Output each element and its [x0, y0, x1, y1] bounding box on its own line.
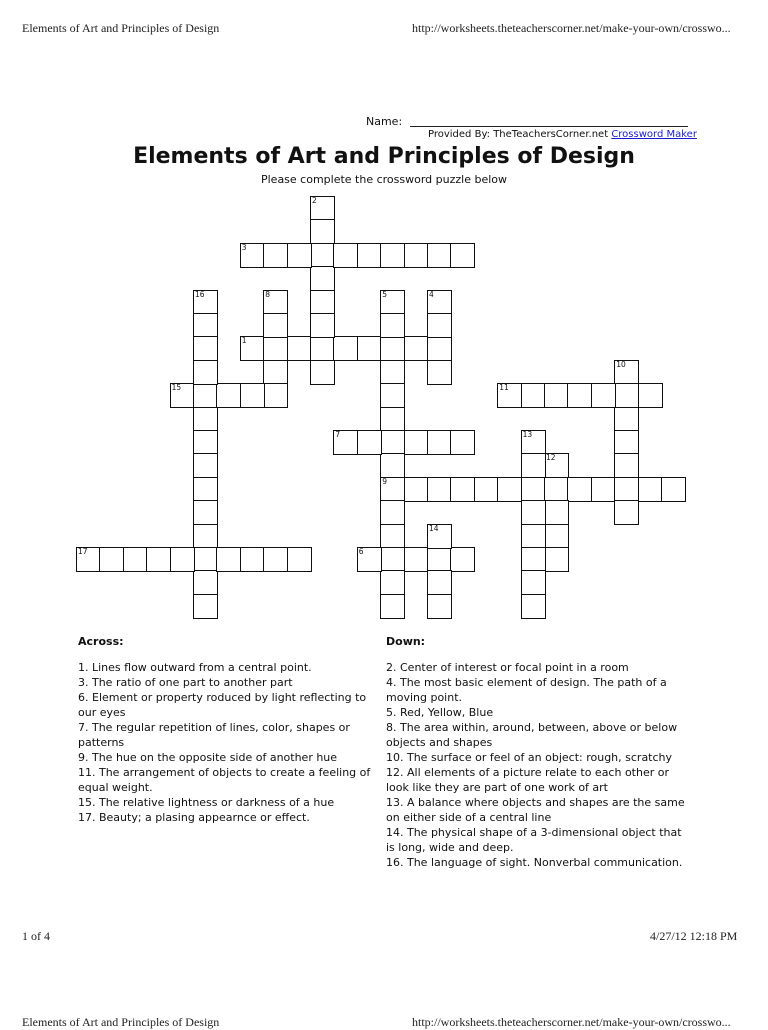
crossword-cell[interactable] — [404, 336, 429, 361]
crossword-cell[interactable] — [450, 430, 475, 455]
crossword-cell[interactable] — [544, 524, 569, 549]
clue-number: 7 — [335, 430, 341, 439]
crossword-cell[interactable] — [240, 547, 265, 572]
crossword-cell[interactable] — [474, 477, 499, 502]
crossword-cell[interactable] — [450, 477, 475, 502]
down-clue: 13. A balance where objects and shapes are the same on either side of a central line — [386, 796, 685, 824]
clue-number: 11 — [499, 383, 509, 393]
crossword-cell[interactable] — [193, 383, 218, 408]
down-clue: 8. The area within, around, between, above or below objects and shapes — [386, 721, 678, 749]
crossword-cell[interactable] — [170, 547, 195, 572]
crossword-cell[interactable] — [240, 336, 265, 361]
crossword-maker-link[interactable]: Crossword Maker — [611, 129, 697, 140]
crossword-cell[interactable] — [567, 477, 592, 502]
crossword-cell[interactable] — [497, 477, 522, 502]
crossword-cell[interactable] — [544, 383, 569, 408]
crossword-cell[interactable] — [521, 500, 546, 525]
crossword-cell[interactable] — [638, 477, 663, 502]
clue-number: 4 — [429, 289, 434, 299]
crossword-cell[interactable] — [287, 547, 312, 572]
provider-name: TheTeachersCorner.net — [493, 129, 609, 140]
crossword-cell[interactable] — [263, 336, 288, 361]
crossword-cell[interactable] — [193, 360, 218, 385]
across-clue: 3. The ratio of one part to another part — [78, 676, 293, 689]
crossword-cell[interactable] — [193, 570, 218, 595]
name-label: Name: — [366, 115, 403, 128]
clue-number: 5 — [382, 289, 387, 299]
crossword-cell[interactable] — [380, 383, 405, 408]
crossword-cell[interactable] — [380, 453, 405, 478]
down-clue: 16. The language of sight. Nonverbal communication. — [386, 856, 683, 869]
crossword-cell[interactable] — [427, 570, 452, 595]
crossword-cell[interactable] — [380, 243, 405, 268]
crossword-cell[interactable] — [544, 453, 569, 478]
crossword-cell[interactable] — [193, 336, 218, 361]
crossword-cell[interactable] — [99, 547, 124, 572]
next-page-header-url: http://worksheets.theteacherscorner.net/make-your-own/crosswo... — [412, 1015, 731, 1029]
crossword-cell[interactable] — [404, 243, 429, 268]
across-clue-list — [78, 660, 380, 825]
crossword-cell[interactable] — [427, 290, 452, 315]
crossword-cell[interactable] — [427, 360, 452, 385]
crossword-cell[interactable] — [544, 500, 569, 525]
crossword-cell[interactable] — [357, 547, 382, 572]
crossword-cell[interactable] — [287, 336, 312, 361]
across-clue: 9. The hue on the opposite side of another hue — [78, 751, 338, 764]
crossword-cell[interactable] — [357, 243, 382, 268]
clue-number: 17 — [78, 547, 88, 556]
puzzle-subtitle: Please complete the crossword puzzle below — [260, 173, 508, 186]
down-clue: 10. The surface or feel of an object: rough, scratchy — [386, 751, 673, 764]
crossword-cell[interactable] — [193, 477, 218, 502]
crossword-cell[interactable] — [521, 594, 546, 619]
crossword-cell[interactable] — [380, 524, 405, 549]
crossword-cell[interactable] — [193, 290, 218, 315]
clue-number: 14 — [429, 523, 439, 533]
crossword-cell[interactable] — [240, 243, 265, 268]
across-heading: Across: — [78, 635, 124, 648]
clue-number: 16 — [195, 289, 205, 299]
across-clue: 6. Element or property roduced by light reflecting to our eyes — [78, 691, 367, 719]
crossword-cell[interactable] — [310, 336, 335, 361]
crossword-cell[interactable] — [544, 547, 569, 572]
crossword-cell[interactable] — [240, 383, 265, 408]
crossword-cell[interactable] — [521, 524, 546, 549]
crossword-cell[interactable] — [614, 453, 639, 478]
crossword-cell[interactable] — [310, 290, 335, 315]
across-clue: 17. Beauty; a plasing appearnce or effect. — [78, 811, 310, 824]
crossword-cell[interactable] — [497, 383, 522, 408]
crossword-cell[interactable] — [310, 266, 335, 291]
crossword-cell[interactable] — [193, 430, 218, 455]
crossword-cell[interactable] — [170, 383, 195, 408]
footer-datetime: 4/27/12 12:18 PM — [650, 929, 738, 943]
crossword-cell[interactable] — [614, 407, 639, 432]
crossword-cell[interactable] — [450, 243, 475, 268]
crossword-cell[interactable] — [380, 360, 405, 385]
crossword-cell[interactable] — [216, 547, 241, 572]
crossword-cell[interactable] — [544, 477, 569, 502]
down-clue-list — [386, 660, 688, 870]
crossword-cell[interactable] — [263, 547, 288, 572]
crossword-cell[interactable] — [263, 243, 288, 268]
crossword-cell[interactable] — [450, 547, 475, 572]
across-clue: 7. The regular repetition of lines, color, shapes or patterns — [78, 721, 350, 749]
clue-number: 6 — [358, 547, 364, 556]
clue-number: 15 — [171, 383, 182, 393]
down-heading: Down: — [386, 635, 426, 648]
crossword-cell[interactable] — [380, 500, 405, 525]
crossword-cell[interactable] — [193, 524, 218, 549]
crossword-cell[interactable] — [614, 477, 639, 502]
crossword-cell[interactable] — [380, 430, 405, 455]
crossword-cell[interactable] — [193, 594, 218, 619]
crossword-cell[interactable] — [427, 477, 452, 502]
crossword-cell[interactable] — [310, 196, 335, 221]
crossword-cell[interactable] — [614, 383, 639, 408]
crossword-cell[interactable] — [638, 383, 663, 408]
clue-number: 2 — [312, 196, 317, 205]
across-clue: 1. Lines flow outward from a central point. — [78, 661, 312, 674]
crossword-cell[interactable] — [521, 570, 546, 595]
crossword-cell[interactable] — [427, 547, 452, 572]
clue-number: 12 — [546, 453, 556, 463]
footer-page: 1 of 4 — [22, 929, 50, 943]
crossword-cell[interactable] — [216, 383, 241, 408]
crossword-cell[interactable] — [380, 407, 405, 432]
down-clue: 5. Red, Yellow, Blue — [386, 706, 494, 719]
crossword-cell[interactable] — [427, 430, 452, 455]
crossword-cell[interactable] — [193, 547, 218, 572]
crossword-cell[interactable] — [193, 500, 218, 525]
crossword-cell[interactable] — [357, 336, 382, 361]
crossword-cell[interactable] — [427, 243, 452, 268]
crossword-cell[interactable] — [380, 594, 405, 619]
crossword-cell[interactable] — [310, 243, 335, 268]
crossword-cell[interactable] — [123, 547, 148, 572]
crossword-cell[interactable] — [427, 594, 452, 619]
crossword-cell[interactable] — [521, 383, 546, 408]
crossword-cell[interactable] — [614, 360, 639, 385]
crossword-cell[interactable] — [310, 219, 335, 244]
crossword-cell[interactable] — [661, 477, 686, 502]
across-clue: 11. The arrangement of objects to create a feeling of equal weight. — [78, 766, 371, 794]
down-clue: 4. The most basic element of design. The path of a moving point. — [386, 676, 667, 704]
crossword-cell[interactable] — [404, 430, 429, 455]
crossword-cell[interactable] — [567, 383, 592, 408]
crossword-cell[interactable] — [380, 547, 405, 572]
crossword-cell[interactable] — [521, 430, 546, 455]
crossword-cell[interactable] — [263, 313, 288, 338]
crossword-cell[interactable] — [521, 547, 546, 572]
crossword-cell[interactable] — [427, 336, 452, 361]
crossword-cell[interactable] — [380, 336, 405, 361]
crossword-cell[interactable] — [193, 407, 218, 432]
crossword-cell[interactable] — [380, 290, 405, 315]
clue-number: 13 — [522, 430, 533, 439]
next-page-header-title: Elements of Art and Principles of Design — [22, 1015, 220, 1029]
crossword-cell[interactable] — [427, 313, 452, 338]
page-header-url: http://worksheets.theteacherscorner.net/make-your-own/crosswo... — [412, 21, 731, 35]
crossword-cell[interactable] — [193, 453, 218, 478]
crossword-cell[interactable] — [591, 477, 616, 502]
clue-number: 1 — [241, 336, 247, 346]
crossword-cell[interactable] — [614, 430, 639, 455]
crossword-cell[interactable] — [380, 570, 405, 595]
crossword-cell[interactable] — [380, 477, 405, 502]
down-clue: 2. Center of interest or focal point in a room — [386, 661, 629, 674]
crossword-cell[interactable] — [591, 383, 616, 408]
crossword-cell[interactable] — [614, 500, 639, 525]
crossword-cell[interactable] — [146, 547, 171, 572]
crossword-cell[interactable] — [310, 360, 335, 385]
crossword-cell[interactable] — [287, 243, 312, 268]
crossword-cell[interactable] — [521, 453, 546, 478]
crossword-cell[interactable] — [404, 477, 429, 502]
crossword-cell[interactable] — [193, 313, 218, 338]
crossword-cell[interactable] — [333, 336, 358, 361]
page-header-title: Elements of Art and Principles of Design — [22, 21, 220, 35]
crossword-cell[interactable] — [263, 383, 288, 408]
crossword-cell[interactable] — [333, 430, 358, 455]
crossword-cell[interactable] — [380, 313, 405, 338]
clue-number: 9 — [382, 476, 387, 486]
crossword-cell[interactable] — [263, 290, 288, 315]
down-clue: 14. The physical shape of a 3-dimensional object that is long, wide and deep. — [386, 826, 682, 854]
crossword-cell[interactable] — [404, 547, 429, 572]
crossword-cell[interactable] — [310, 313, 335, 338]
crossword-cell[interactable] — [76, 547, 101, 572]
crossword-cell[interactable] — [427, 524, 452, 549]
clue-number: 3 — [241, 242, 247, 252]
clue-number: 8 — [265, 289, 270, 299]
crossword-cell[interactable] — [357, 430, 382, 455]
crossword-cell[interactable] — [263, 360, 288, 385]
down-clue: 12. All elements of a picture relate to each other or look like they are part of one work of art — [386, 766, 670, 794]
clue-number: 10 — [616, 359, 626, 369]
crossword-cell[interactable] — [521, 477, 546, 502]
across-clue: 15. The relative lightness or darkness of a hue — [78, 796, 335, 809]
puzzle-title: Elements of Art and Principles of Design — [133, 144, 635, 169]
provided-by-label: Provided By: — [428, 129, 491, 140]
crossword-cell[interactable] — [333, 243, 358, 268]
